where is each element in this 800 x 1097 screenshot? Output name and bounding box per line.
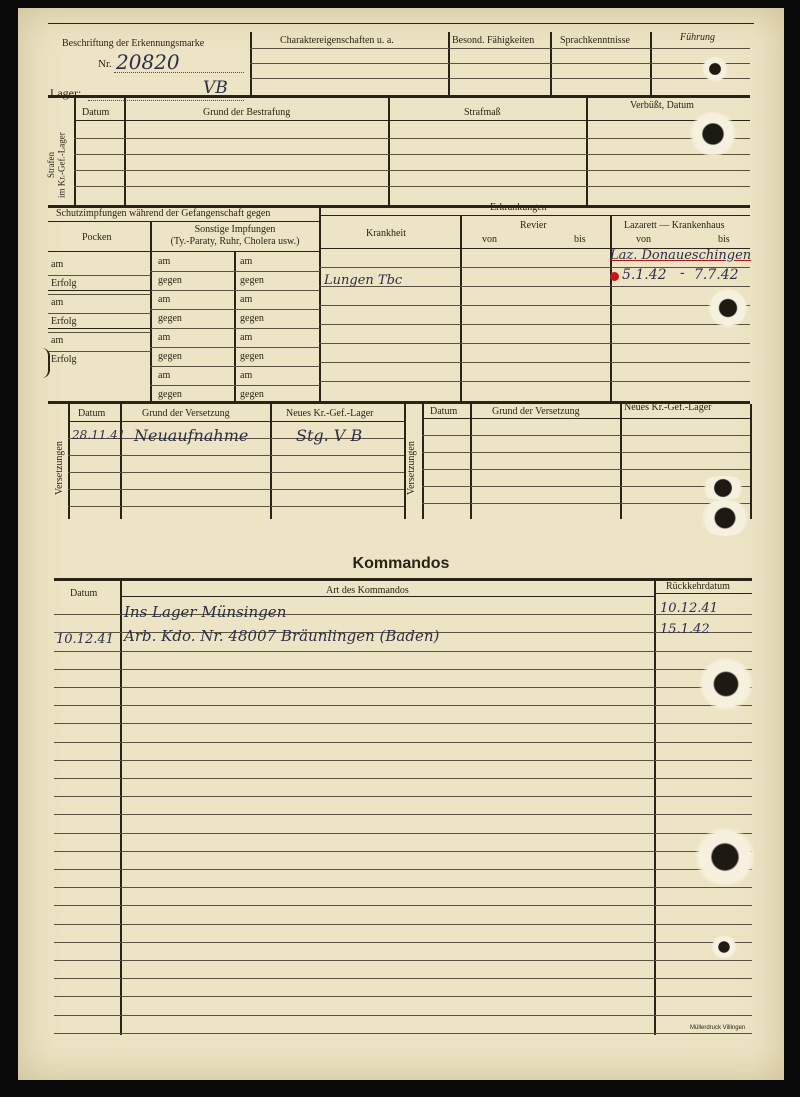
kommando-rueckkehr-header: Rückkehrdatum (666, 581, 730, 592)
kommando-datum-header: Datum (70, 588, 98, 599)
rule-line (120, 887, 654, 888)
rule-line (120, 651, 654, 652)
rule-line (422, 503, 750, 504)
rule-line (460, 343, 750, 344)
rule-line (120, 778, 654, 779)
rule-line (150, 290, 320, 291)
rule-line (150, 328, 320, 329)
rule-line (54, 705, 120, 706)
rule-line (54, 924, 120, 925)
strafen-verbuesst-header: Verbüßt, Datum (630, 100, 694, 111)
rule-line (54, 833, 120, 834)
rule-line (460, 305, 750, 306)
rule-line (654, 996, 752, 997)
rule-line (54, 614, 120, 615)
rule-line (54, 942, 120, 943)
punch-hole (708, 288, 748, 328)
rule-line (460, 324, 750, 325)
rule-line (54, 796, 120, 797)
rule-line (120, 960, 654, 961)
sonstige-header-line1: Sonstige Impfungen (194, 224, 276, 235)
versetzungen-left-label: Versetzungen (54, 441, 65, 495)
rule-line (150, 366, 320, 367)
punch-hole (702, 56, 728, 82)
kommando-art-header: Art des Kommandos (326, 585, 409, 596)
rule-line (120, 705, 654, 706)
lazarett-dash: - (680, 265, 685, 281)
versetzung-lager-header-right: Neues Kr.-Gef.-Lager (624, 402, 712, 413)
rule-line (654, 778, 752, 779)
krankheit-entry: Lungen Tbc (324, 273, 403, 288)
punch-hole (698, 476, 748, 500)
revier-bis-header: bis (574, 234, 586, 245)
rule-line (422, 435, 750, 436)
faehigkeiten-label: Besond. Fähigkeiten (452, 35, 535, 46)
rule-line (654, 960, 752, 961)
punch-hole (688, 112, 738, 156)
pocken-row-label: Erfolg (51, 278, 77, 289)
rule-line (150, 309, 320, 310)
sonstige-row-label: am (158, 256, 171, 267)
sonstige-row-label: gegen (158, 389, 182, 400)
red-mark (610, 272, 619, 281)
rule-line (654, 924, 752, 925)
kommandos-title: Kommandos (352, 555, 450, 572)
sonstige-row-label: gegen (158, 351, 182, 362)
printer-mark: Müllerdruck Villingen (690, 1025, 746, 1031)
rule-line (54, 869, 120, 870)
rule-line (120, 669, 654, 670)
krankheit-header: Krankheit (366, 228, 406, 239)
rule-line (120, 942, 654, 943)
rule-line (120, 905, 654, 906)
rule-line (54, 669, 120, 670)
rule-line (150, 347, 320, 348)
lager-label: Lager: (50, 86, 82, 100)
rule-line (120, 796, 654, 797)
lazarett-bis-header: bis (718, 234, 730, 245)
sonstige-row-label: am (240, 256, 253, 267)
rule-line (120, 760, 654, 761)
punch-hole (698, 500, 752, 536)
lazarett-von: 5.1.42 (622, 267, 667, 283)
rule-line (48, 351, 151, 352)
revier-von-header: von (482, 234, 497, 245)
punch-hole (694, 828, 756, 886)
punch-hole (710, 936, 738, 958)
rule-line (54, 651, 120, 652)
rule-line (319, 381, 460, 382)
rule-line (654, 760, 752, 761)
fuehrung-label: Führung (680, 32, 715, 43)
rule-line (654, 742, 752, 743)
rule-line (120, 996, 654, 997)
rule-line (150, 271, 320, 272)
sonstige-row-label: am (240, 332, 253, 343)
rule-line (460, 362, 750, 363)
lazarett-von-header: von (636, 234, 651, 245)
rule-line (48, 332, 151, 333)
pocken-row-label: Erfolg (51, 354, 77, 365)
punch-hole (698, 658, 754, 710)
rule-line (654, 905, 752, 906)
rule-line (120, 1033, 654, 1034)
kommando-entry-2-datum: 10.12.41 (56, 632, 114, 647)
rule-line (120, 742, 654, 743)
sonstige-row-label: am (158, 370, 171, 381)
sonstige-header-line2: (Ty.-Paraty, Ruhr, Cholera usw.) (170, 236, 300, 247)
rule-line (120, 687, 654, 688)
sprachkenntnisse-label: Sprachkenntnisse (560, 35, 630, 46)
rule-line (319, 362, 460, 363)
pocken-row-label: am (51, 259, 64, 270)
rule-line (54, 960, 120, 961)
rule-line (120, 723, 654, 724)
rule-line (48, 294, 151, 295)
kommando-entry-1-art: Ins Lager Münsingen (124, 603, 287, 621)
record-card (18, 8, 784, 1080)
rule-line (654, 978, 752, 979)
rule-line (120, 851, 654, 852)
revier-header: Revier (520, 220, 547, 231)
versetzung-grund-header-left: Grund der Versetzung (142, 408, 230, 419)
sonstige-row-label: gegen (158, 313, 182, 324)
versetzung-datum-header-right: Datum (430, 406, 458, 417)
rule-line (120, 869, 654, 870)
rule-line (54, 742, 120, 743)
rule-line (54, 760, 120, 761)
rule-line (654, 651, 752, 652)
rule-line (68, 472, 404, 473)
impfungen-title: Schutzimpfungen während der Gefangenschaft gegen (56, 208, 271, 219)
rule-line (422, 452, 750, 453)
sonstige-row-label: gegen (240, 275, 264, 286)
kommando-entry-1-rueckkehr: 10.12.41 (660, 601, 718, 616)
rule-line (48, 275, 151, 276)
rule-line (120, 924, 654, 925)
rule-line (654, 1033, 752, 1034)
rule-line (120, 833, 654, 834)
lazarett-header: Lazarett — Krankenhaus (624, 220, 725, 231)
erkrankungen-title: Erkrankungen (490, 202, 547, 213)
pocken-row-label: Erfolg (51, 316, 77, 327)
versetzung-entry-datum: 28.11.41 (72, 428, 126, 442)
erkennungsmarke-label: Beschriftung der Erkennungsmarke (62, 38, 205, 49)
sonstige-row-label: am (158, 294, 171, 305)
rule-line (48, 313, 151, 314)
rule-line (460, 381, 750, 382)
pocken-row-label: am (51, 297, 64, 308)
rule-line (422, 469, 750, 470)
rule-line (54, 905, 120, 906)
rule-line (120, 814, 654, 815)
strafen-strafmass-header: Strafmaß (464, 107, 501, 118)
strafen-grund-header: Grund der Bestrafung (203, 107, 291, 118)
rule-line (68, 489, 404, 490)
rule-line (54, 851, 120, 852)
lager-value: VB (203, 78, 228, 98)
rule-line (54, 723, 120, 724)
rule-line (460, 286, 750, 287)
versetzung-lager-header-left: Neues Kr.-Gef.-Lager (286, 408, 374, 419)
rule-line (120, 978, 654, 979)
versetzung-grund-header-right: Grund der Versetzung (492, 406, 580, 417)
pocken-row-label: am (51, 335, 64, 346)
versetzung-entry-grund: Neuaufnahme (134, 426, 249, 445)
sonstige-row-label: gegen (158, 275, 182, 286)
rule-line (54, 814, 120, 815)
rule-line (54, 978, 120, 979)
rule-line (319, 343, 460, 344)
pocken-header: Pocken (82, 232, 112, 243)
nr-value: 20820 (116, 50, 180, 74)
sonstige-row-label: am (158, 332, 171, 343)
sonstige-row-label: gegen (240, 313, 264, 324)
rule-line (654, 723, 752, 724)
rule-line (68, 455, 404, 456)
versetzungen-right-label: Versetzungen (406, 441, 417, 495)
rule-line (319, 324, 460, 325)
rule-line (54, 887, 120, 888)
strafen-datum-header: Datum (82, 107, 110, 118)
rule-line (54, 996, 120, 997)
nr-label: Nr. (98, 58, 112, 70)
rule-line (654, 814, 752, 815)
rule-line (54, 778, 120, 779)
sonstige-row-label: am (240, 294, 253, 305)
rule-line (68, 506, 404, 507)
strafen-side-label (46, 120, 74, 210)
strafen-label-line2: im Kr.-Gef.-Lager (56, 132, 67, 198)
versetzung-entry-lager: Stg. V B (296, 426, 363, 445)
rule-line (654, 796, 752, 797)
rule-line (319, 267, 460, 268)
sonstige-row-label: gegen (240, 389, 264, 400)
lazarett-bis: 7.7.42 (694, 267, 739, 283)
rule-line (654, 1015, 752, 1016)
sonstige-row-label: gegen (240, 351, 264, 362)
sonstige-row-label: am (240, 370, 253, 381)
rule-line (54, 687, 120, 688)
lazarett-name: Laz. Donaueschingen (610, 248, 752, 263)
strafen-label-line1: Strafen (46, 152, 56, 178)
rule-line (654, 887, 752, 888)
rule-line (120, 1015, 654, 1016)
kommando-entry-2-rueckkehr: 15.1.42 (660, 622, 710, 637)
rule-line (319, 305, 460, 306)
rule-line (54, 1015, 120, 1016)
kommando-entry-2-art: Arb. Kdo. Nr. 48007 Bräunlingen (Baden) (124, 627, 440, 645)
versetzung-datum-header-left: Datum (78, 408, 106, 419)
rule-line (54, 1033, 120, 1034)
rule-line (150, 385, 320, 386)
charakter-label: Charaktereigenschaften u. a. (280, 35, 394, 46)
